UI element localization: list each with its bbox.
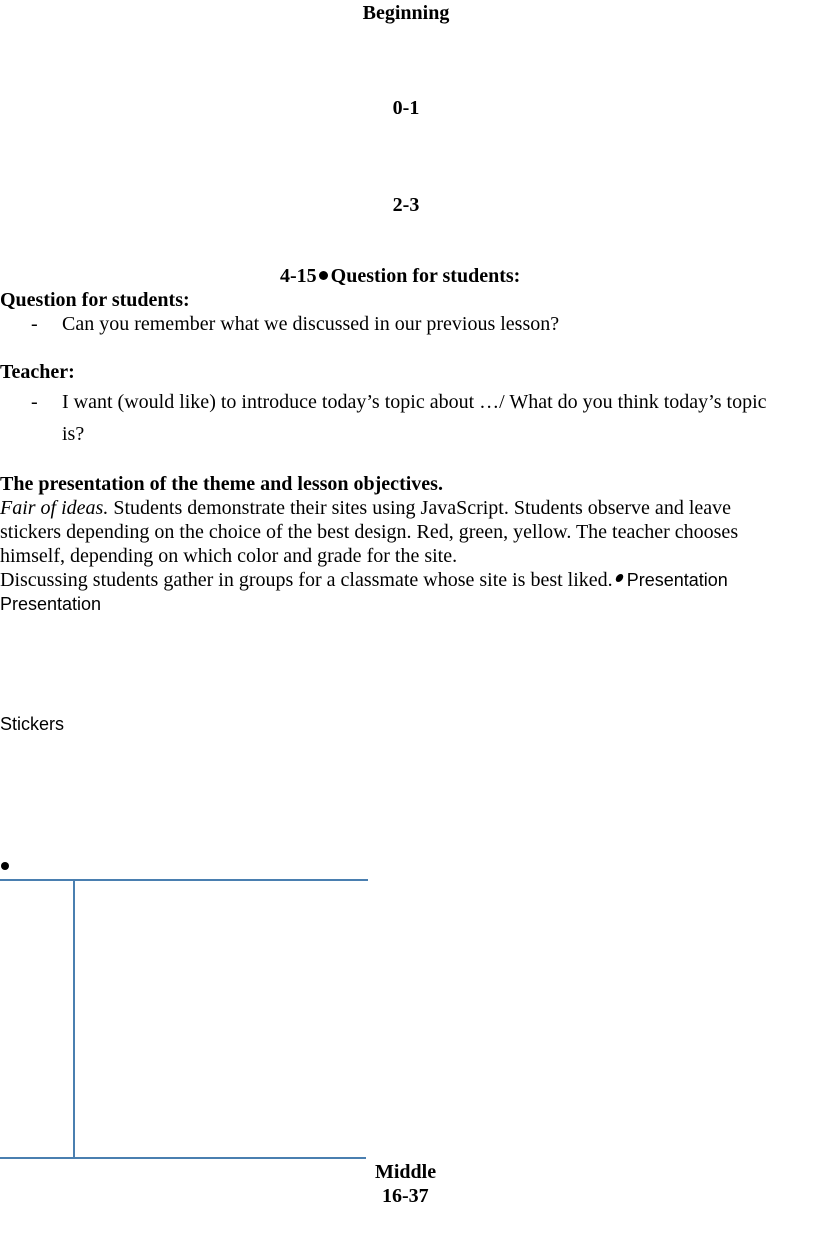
resource-stickers: Stickers [0, 714, 65, 734]
bullet-question-heading: Question for students: [330, 265, 521, 287]
resource-presentation: Presentation [0, 594, 102, 614]
discussing-line [0, 569, 728, 592]
stage-beginning: Beginning [362, 2, 450, 24]
bullet-icon [1, 862, 9, 870]
stage-middle: Middle [375, 1161, 437, 1183]
bullet-icon [614, 574, 624, 582]
fair-line2: stickers depending on the choice of the best design. Red, green, yellow. The teacher chooses [0, 521, 739, 543]
question-dash: - [31, 313, 38, 335]
fair-line1 [0, 497, 731, 520]
teacher-line2: is? [62, 423, 85, 445]
bullet-icon [319, 271, 328, 280]
teacher-line1: I want (would like) to introduce today’s topic about …/ What do you think today’s topic [62, 391, 767, 413]
teacher-heading: Teacher: [0, 361, 75, 383]
teacher-dash: - [31, 391, 38, 413]
question-text: Can you remember what we discussed in our previous lesson? [62, 313, 560, 335]
fair-line3: himself, depending on which color and grade for the site. [0, 545, 458, 567]
time-2-3: 2-3 [392, 194, 420, 216]
table-bottom-border [0, 1157, 366, 1159]
time-0-1: 0-1 [392, 97, 420, 119]
fair-line1-rest: Students demonstrate their sites using JavaScript. Students observe and leave [108, 497, 731, 519]
question-heading: Question for students: [0, 289, 190, 311]
resource-presentation-inline: Presentation [626, 570, 728, 590]
fair-italic: Fair of ideas. [0, 497, 109, 519]
table-column-divider [73, 881, 75, 1158]
table-top-border [0, 879, 368, 881]
time-4-15: 4-15 [280, 265, 317, 287]
presentation-heading: The presentation of the theme and lesson objectives. [0, 473, 443, 495]
discussing-text: Discussing students gather in groups for a classmate whose site is best liked. [0, 569, 613, 591]
time-4-15-row [280, 265, 520, 288]
time-16-37: 16-37 [382, 1185, 429, 1207]
